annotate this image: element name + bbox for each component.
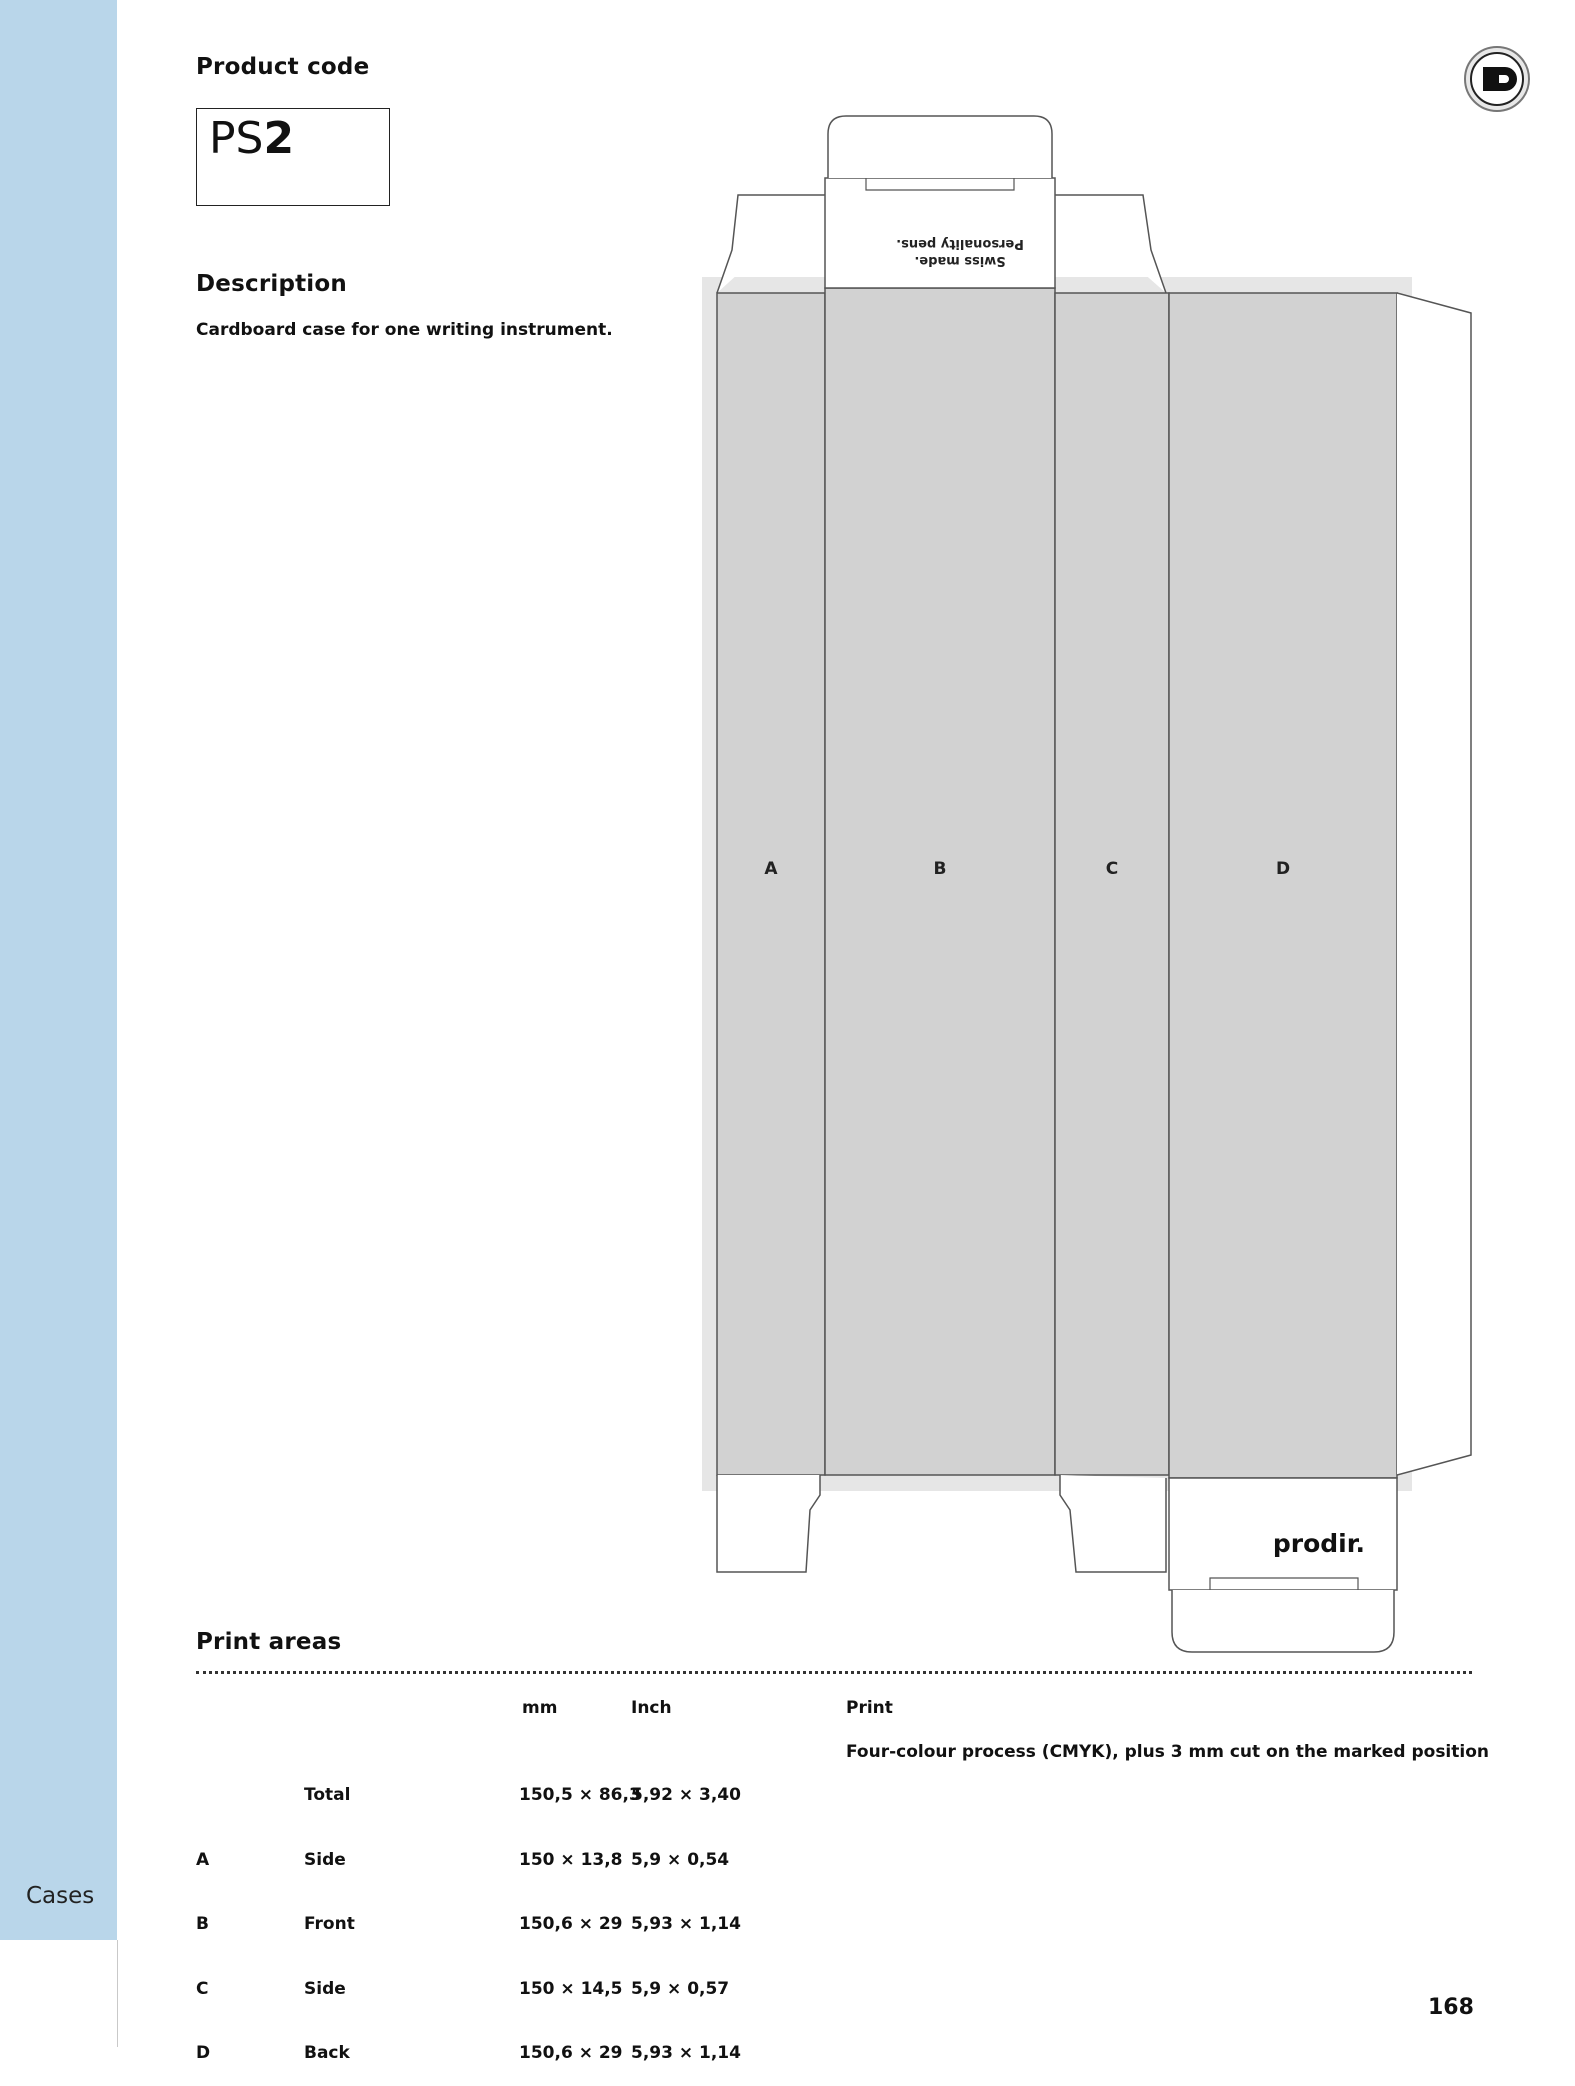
product-code-prefix: PS — [209, 113, 264, 164]
panel-b — [825, 288, 1055, 1475]
row-code: A — [196, 1849, 210, 1870]
row-mm: 150,6 × 29 — [519, 2043, 623, 2063]
row-mm: 150,6 × 29 — [519, 1914, 623, 1934]
dotted-divider — [196, 1671, 1472, 1674]
row-code: D — [196, 2043, 211, 2063]
panel-d — [1169, 293, 1397, 1478]
col-header-print: Print — [846, 1698, 893, 1718]
description-heading: Description — [196, 271, 347, 297]
row-inch: 5,93 × 1,14 — [631, 1914, 741, 1934]
panel-c — [1055, 293, 1169, 1475]
mm-column — [519, 1742, 641, 2086]
brand-wordmark: prodir. — [1272, 1529, 1365, 1558]
product-code-heading: Product code — [196, 54, 370, 80]
name-column — [304, 1742, 355, 2086]
tab-text-personality: Personality pens. — [896, 236, 1024, 251]
row-name: Side — [304, 1978, 346, 1999]
panel-label-b: B — [933, 859, 947, 879]
row-name: Side — [304, 1849, 346, 1870]
code-column — [196, 1742, 210, 2086]
col-header-mm: mm — [522, 1698, 558, 1718]
section-label: Cases — [26, 1883, 95, 1909]
description-text: Cardboard case for one writing instrument. — [196, 320, 613, 340]
panel-label-c: C — [1105, 859, 1119, 879]
col-header-inch: Inch — [631, 1698, 672, 1718]
tab-text-swiss: Swiss made. — [914, 253, 1006, 268]
panel-label-a: A — [764, 859, 778, 879]
row-name: Total — [304, 1785, 351, 1805]
row-inch: 5,92 × 3,40 — [631, 1785, 741, 1805]
row-inch: 5,9 × 0,54 — [631, 1849, 730, 1870]
row-mm: 150 × 13,8 — [519, 1849, 623, 1870]
row-name: Front — [304, 1914, 355, 1934]
row-mm: 150 × 14,5 — [519, 1978, 623, 1999]
row-inch: 5,9 × 0,57 — [631, 1978, 730, 1999]
print-areas-heading: Print areas — [196, 1629, 342, 1655]
row-inch: 5,93 × 1,14 — [631, 2043, 741, 2063]
row-name: Back — [304, 2043, 350, 2063]
row-code: B — [196, 1914, 209, 1934]
top-tuck-panel — [825, 178, 1055, 288]
row-code: C — [196, 1978, 209, 1999]
row-mm: 150,5 × 86,3 — [519, 1785, 641, 1805]
page-number: 168 — [1428, 1995, 1474, 2020]
panel-label-d: D — [1275, 859, 1291, 879]
product-code-number: 2 — [263, 113, 295, 164]
inch-column — [631, 1742, 741, 2086]
print-note: Four-colour process (CMYK), plus 3 mm cut on the marked position — [846, 1742, 1489, 1762]
row-code — [196, 1785, 210, 1807]
panel-a — [717, 293, 825, 1475]
